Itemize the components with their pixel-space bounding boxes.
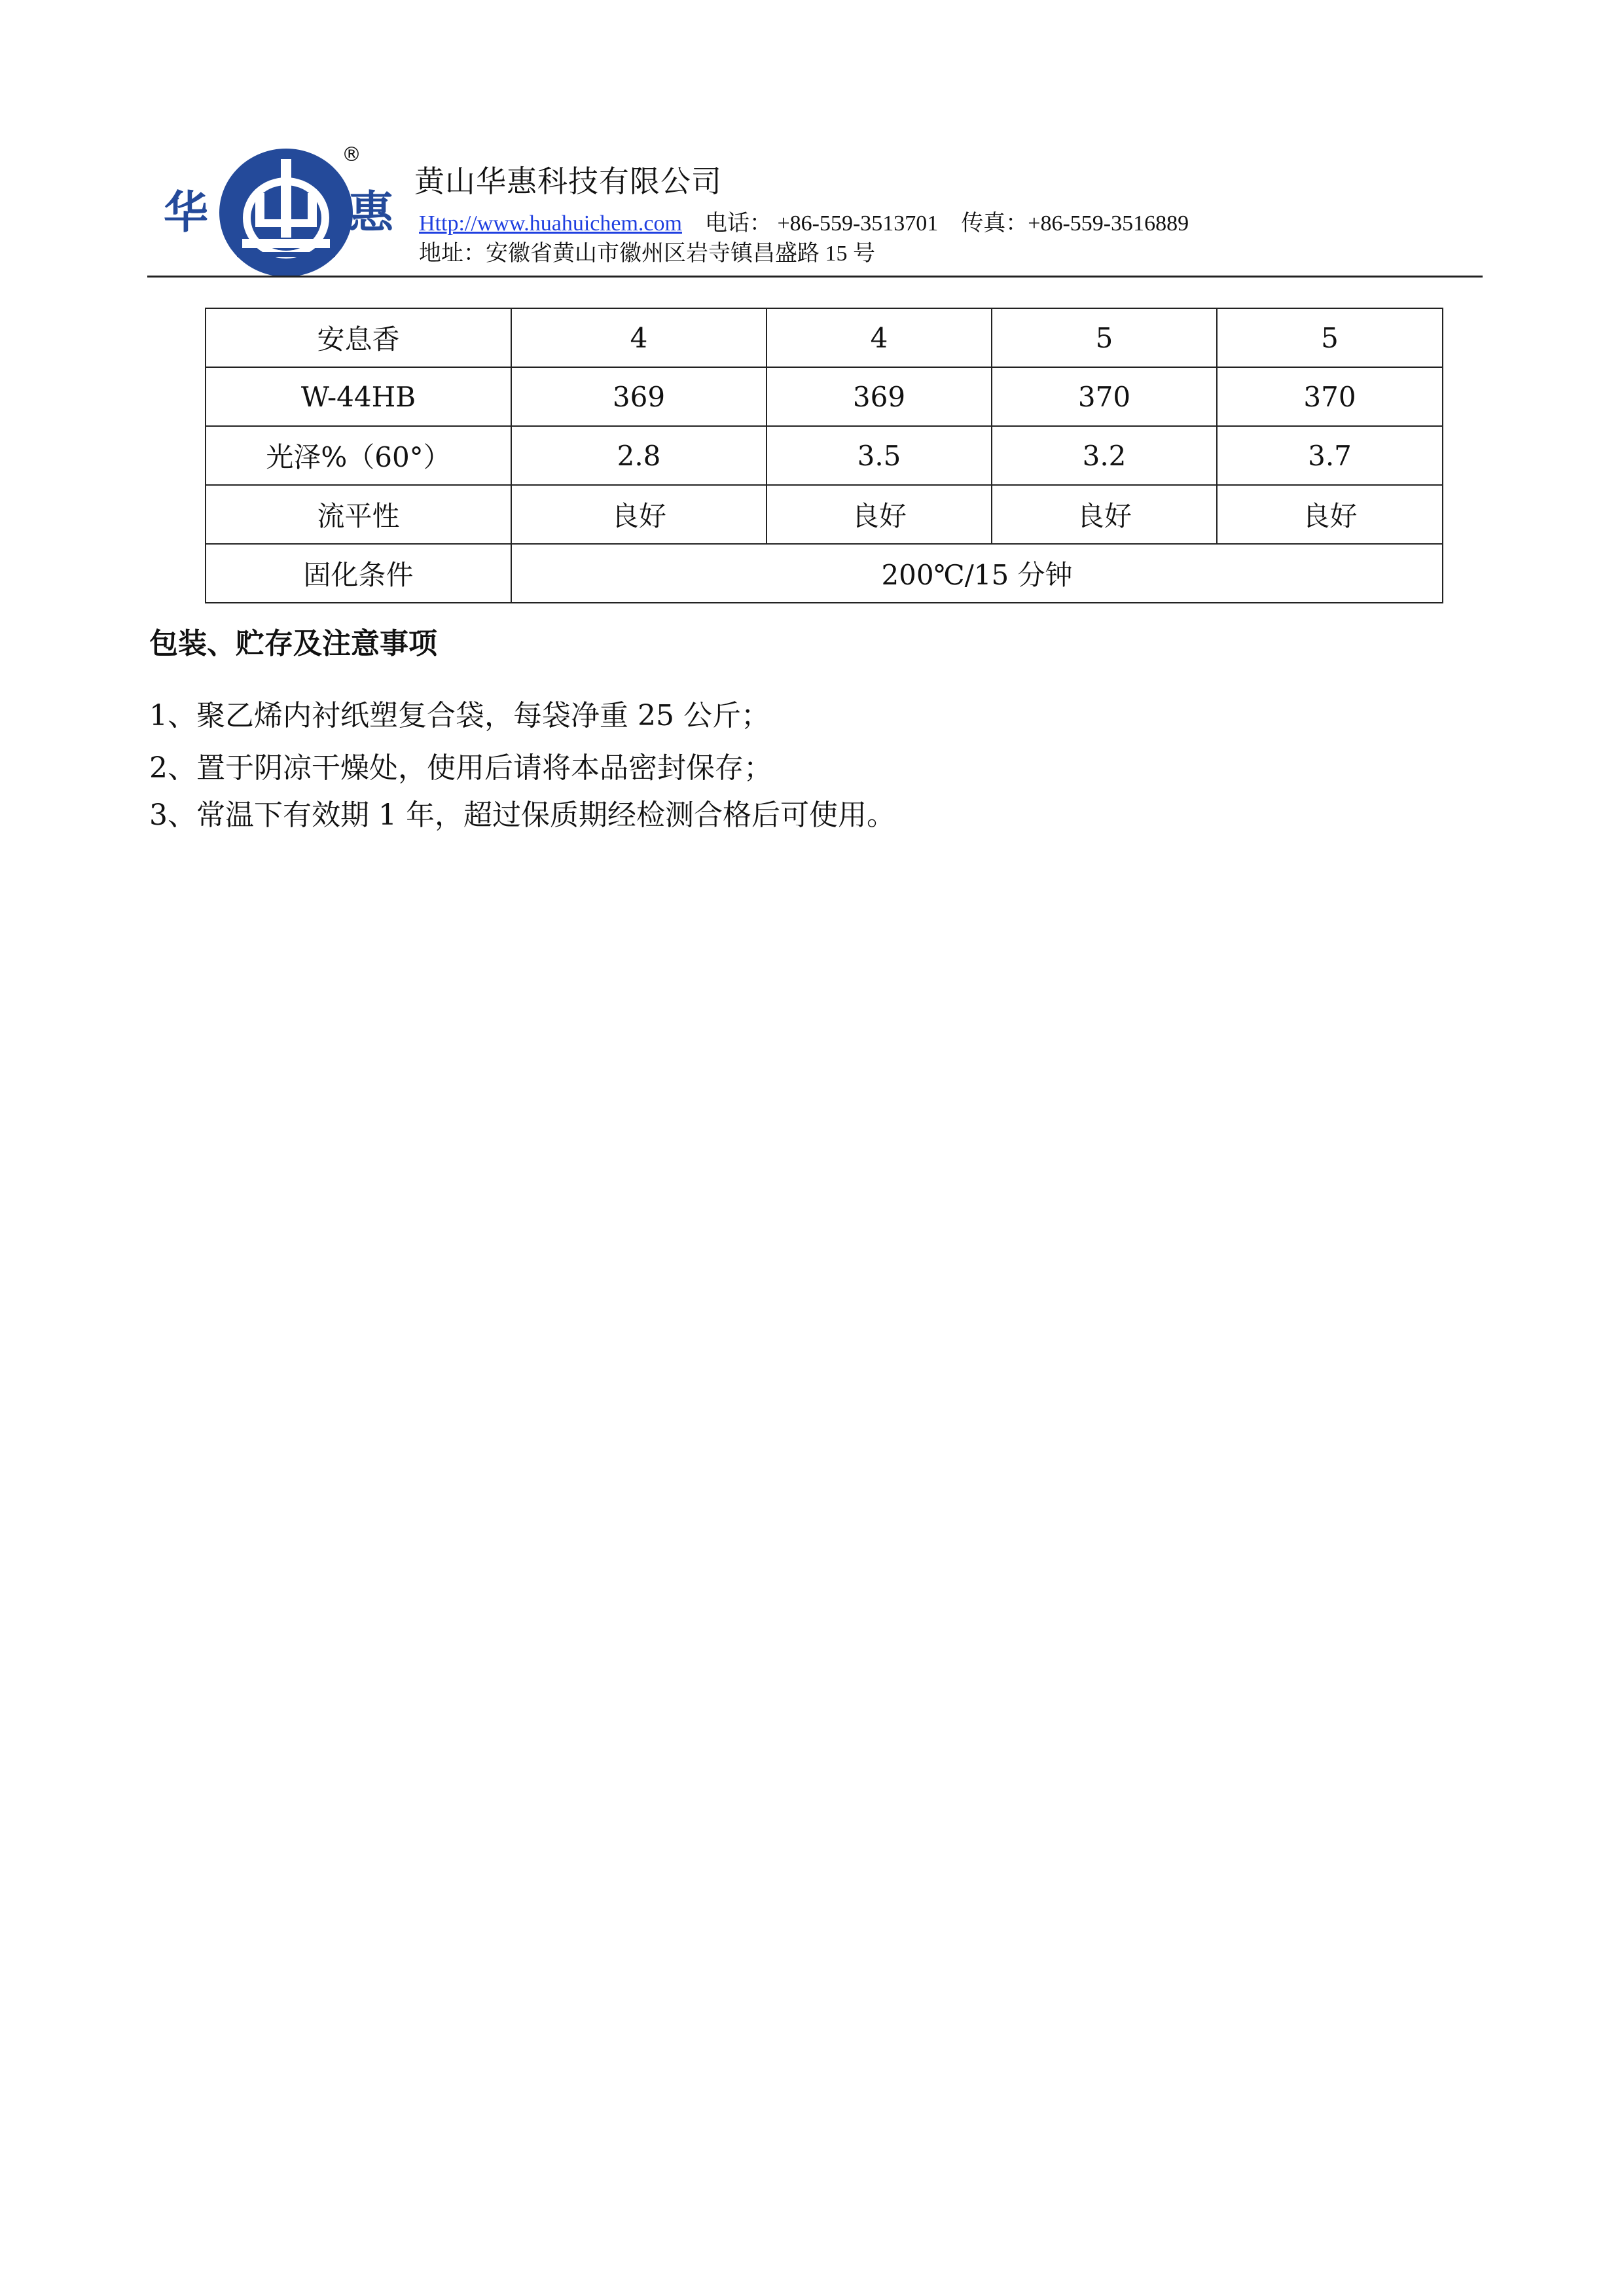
table-cell: 良好 <box>511 485 767 544</box>
list-item: 1、聚乙烯内衬纸塑复合袋，每袋净重 25 公斤； <box>149 699 770 732</box>
formulation-table <box>205 308 1443 603</box>
table-cell: 5 <box>992 308 1217 367</box>
cure-condition-value: 200℃/15 分钟 <box>511 544 1443 603</box>
table-cell: 3.2 <box>992 426 1217 485</box>
letterhead <box>0 0 1624 281</box>
table-row <box>206 544 1443 603</box>
registered-mark: ® <box>342 143 361 166</box>
packaging-storage-heading: 包装、贮存及注意事项 <box>149 627 437 660</box>
table-row <box>206 485 1443 544</box>
logo-left-char: 华 <box>164 187 209 239</box>
website-link[interactable]: Http://www.huahuichem.com <box>419 211 682 236</box>
table-cell: 370 <box>1217 367 1443 426</box>
company-name: 黄山华惠科技有限公司 <box>414 164 722 199</box>
table-row <box>206 426 1443 485</box>
table-cell: 3.5 <box>767 426 992 485</box>
table-cell: 369 <box>767 367 992 426</box>
table-cell: 良好 <box>1217 485 1443 544</box>
table-row <box>206 367 1443 426</box>
table-cell: 2.8 <box>511 426 767 485</box>
table-cell-label: W-44HB <box>206 367 511 426</box>
fax-text: 传真：+86-559-3516889 <box>961 211 1189 236</box>
table-cell: 370 <box>992 367 1217 426</box>
table-cell: 5 <box>1217 308 1443 367</box>
table-cell-label: 流平性 <box>206 485 511 544</box>
cure-condition-label: 固化条件 <box>206 544 511 603</box>
table-cell: 369 <box>511 367 767 426</box>
header-divider <box>147 276 1483 278</box>
table-cell: 4 <box>767 308 992 367</box>
table-cell-label: 光泽%（60°） <box>206 426 511 485</box>
phone-text: 电话： +86-559-3513701 <box>704 211 939 236</box>
list-item: 3、常温下有效期 1 年，超过保质期经检测合格后可使用。 <box>149 798 895 832</box>
table-row <box>206 308 1443 367</box>
table-cell: 良好 <box>767 485 992 544</box>
company-logo-icon <box>217 147 355 278</box>
table-cell: 良好 <box>992 485 1217 544</box>
contact-line <box>419 211 1189 238</box>
table-cell: 4 <box>511 308 767 367</box>
list-item: 2、置于阴凉干燥处，使用后请将本品密封保存； <box>149 751 772 785</box>
address-text: 地址：安徽省黄山市徽州区岩寺镇昌盛路 15 号 <box>419 242 875 266</box>
table-cell: 3.7 <box>1217 426 1443 485</box>
logo-right-char: 惠 <box>349 187 394 239</box>
table-cell-label: 安息香 <box>206 308 511 367</box>
